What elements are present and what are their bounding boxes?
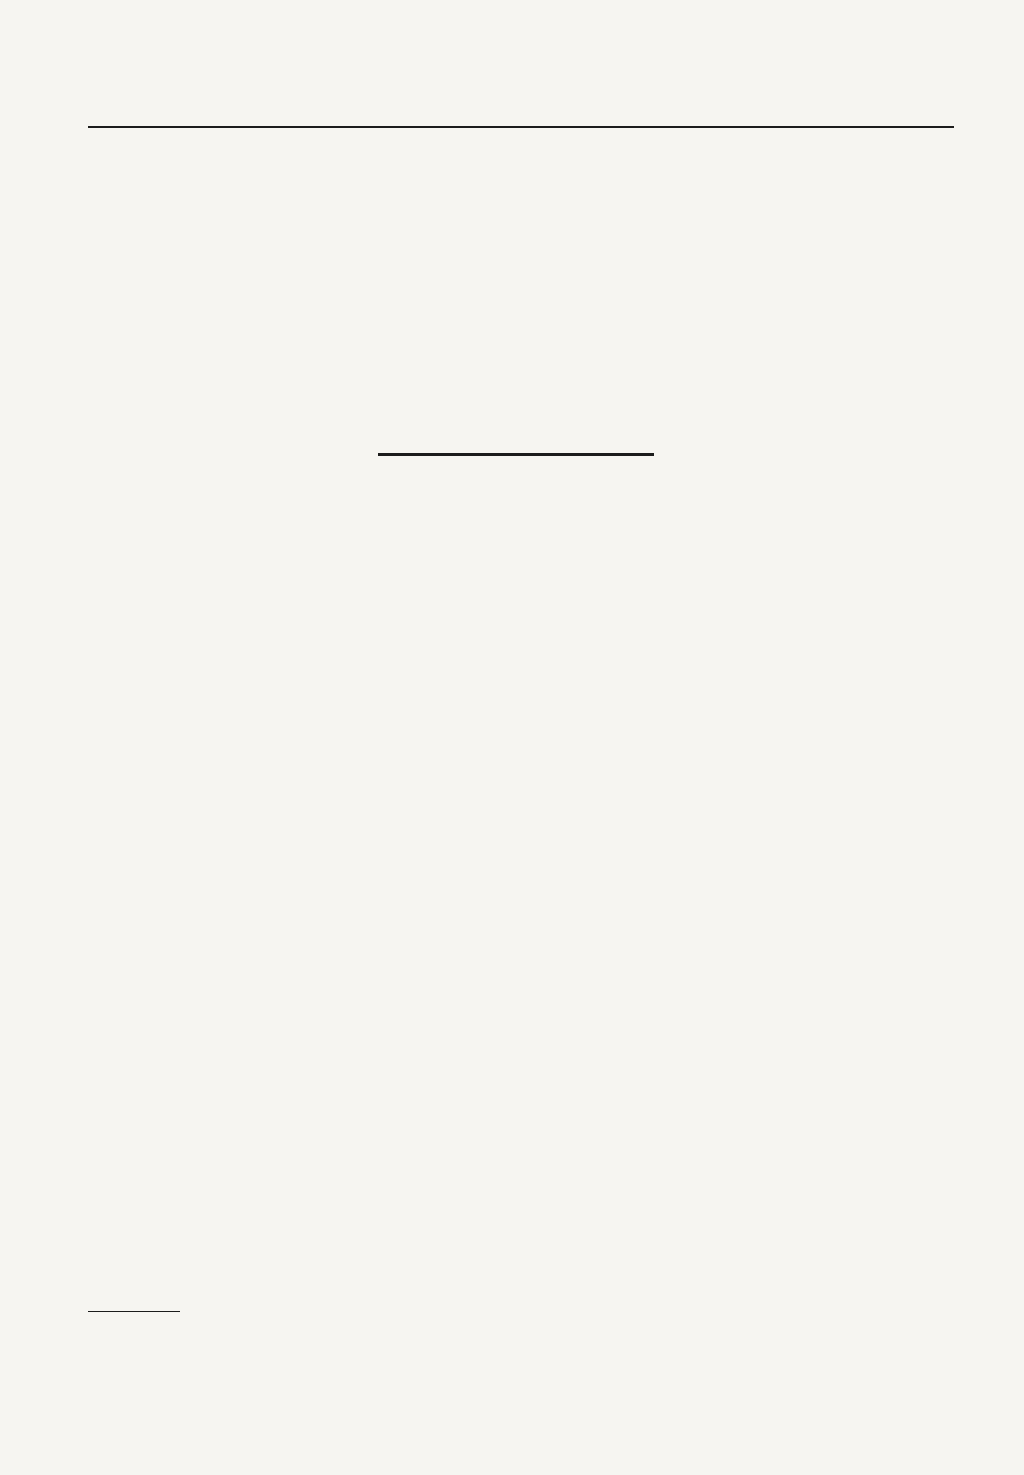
page-header — [88, 88, 954, 128]
footnote-rule — [88, 1311, 180, 1312]
side-note — [912, 736, 942, 1151]
signature-rule — [378, 453, 654, 456]
